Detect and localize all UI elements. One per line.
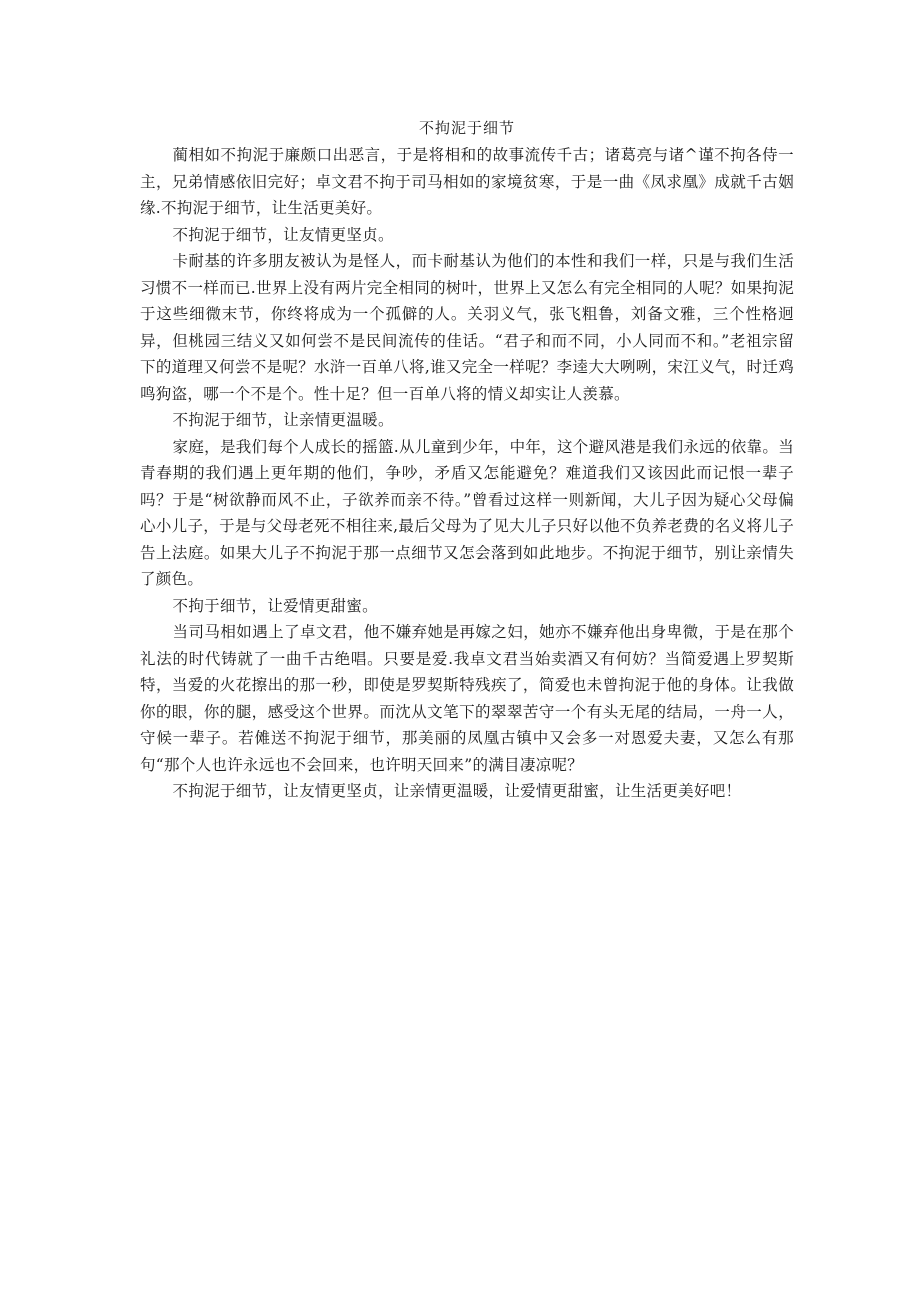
paragraph-love-heading: 不拘于细节，让爱情更甜蜜。 — [172, 596, 378, 615]
paragraph-friendship-body: 卡耐基的许多朋友被认为是怪人，而卡耐基认为他们的本性和我们一样，只是与我们生活习惯不一样而已.世界上没有两片完全相同的树叶，世界上又怎么有完全相同的人呢？如果拘泥于这些细微末节，你终将成为一个孤僻的人。关羽义气，张飞粗鲁，刘备文雅，三个性格迥异，但桃园三结义又如何尝不是民间流传的佳话。“君子和而不同，小人同而不和。”老祖宗留下的道理又何尝不是呢？水浒一百单八将,谁又完全一样呢？李逵大大咧咧，宋江义气，时迁鸡鸣狗盗，哪一个不是个。性十足？但一百单八将的情义却实让人羡慕。 — [140, 252, 794, 403]
document-page — [140, 116, 794, 805]
paragraph-love-body: 当司马相如遇上了卓文君，他不嫌弃她是再嫁之妇，她亦不嫌弃他出身卑微，于是在那个礼法的时代铸就了一曲千古绝唱。只要是爱.我卓文君当始卖酒又有何妨？当简爱遇上罗契斯特，当爱的火花擦出的那一秒，即使是罗契斯特残疾了，简爱也未曾拘泥于他的身体。让我做你的眼，你的腿，感受这个世界。而沈从文笔下的翠翠苦守一个有头无尾的结局，一舟一人，守候一辈子。若傩送不拘泥于细节，那美丽的凤凰古镇中又会多一对恩爱夫妻，又怎么有那句“那个人也许永远也不会回来，也许明天回来”的满目凄凉呢？ — [140, 623, 794, 774]
paragraph-family-body: 家庭，是我们每个人成长的摇篮.从儿童到少年，中年，这个避风港是我们永远的依靠。当青春期的我们遇上更年期的他们，争吵，矛盾又怎能避免？难道我们又该因此而记恨一辈子吗？于是“树欲静而风不止，子欲养而亲不待。”曾看过这样一则新闻，大儿子因为疑心父母偏心小儿子，于是与父母老死不相往来,最后父母为了见大儿子只好以他不负养老费的名义将儿子告上法庭。如果大儿子不拘泥于那一点细节又怎会落到如此地步。不拘泥于细节，别让亲情失了颜色。 — [140, 437, 794, 588]
paragraph-family-heading: 不拘泥于细节，让亲情更温暖。 — [172, 411, 394, 429]
paragraph-intro: 蔺相如不拘泥于廉颇口出恶言，于是将相和的故事流传千古；诸葛亮与诸^谨不拘各侍一主，兄弟情感依旧完好；卓文君不拘于司马相如的家境贫寒，于是一曲《凤求凰》成就千古姻缘.不拘泥于细节，让生活更美好。 — [140, 146, 794, 217]
document-title: 不拘泥于细节 — [418, 119, 515, 137]
paragraph-friendship-heading: 不拘泥于细节，让友情更坚贞。 — [172, 225, 394, 244]
paragraph-conclusion: 不拘泥于细节，让友情更坚贞，让亲情更温暖，让爱情更甜蜜，让生活更美好吧！ — [172, 782, 742, 800]
